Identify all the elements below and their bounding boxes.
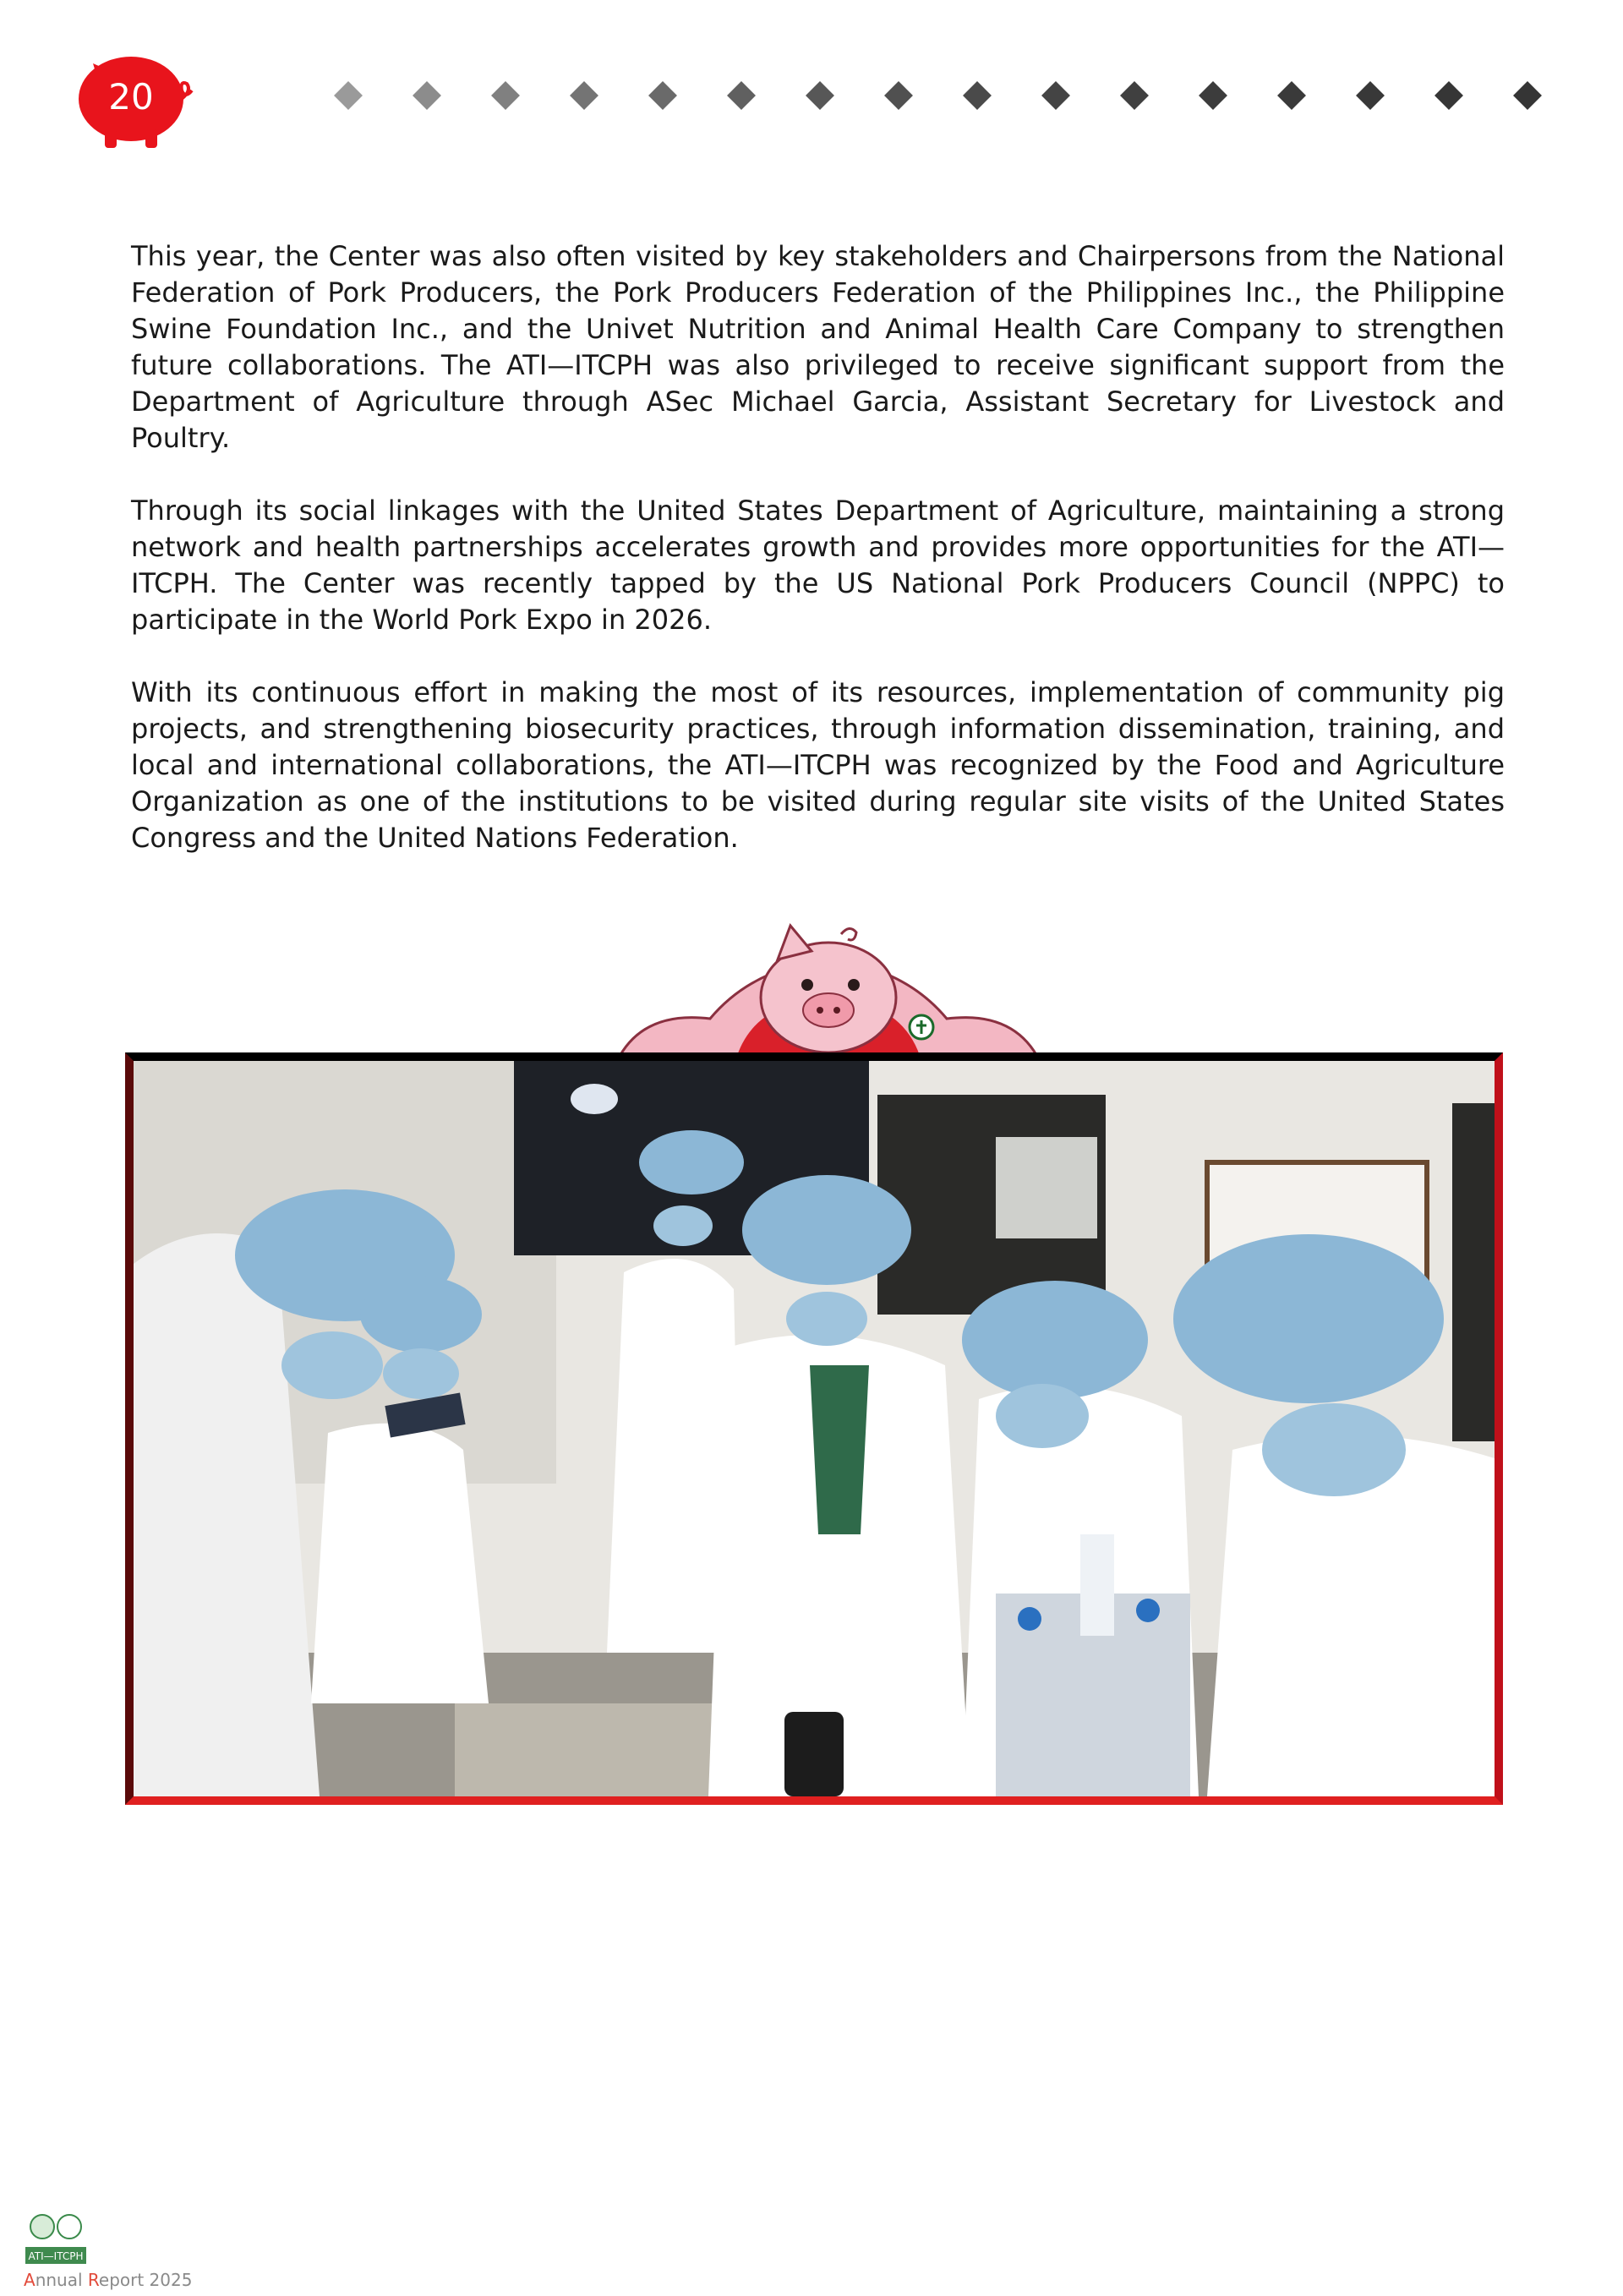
diamond-icon bbox=[1041, 81, 1070, 110]
footer-annual-report bbox=[24, 2270, 192, 2290]
logo-text: ATI—ITCPH bbox=[28, 2250, 84, 2262]
diamond-icon bbox=[648, 81, 677, 110]
lab-training-photo-illustration bbox=[134, 1061, 1495, 1796]
diamond-icon bbox=[491, 81, 520, 110]
body-text bbox=[131, 238, 1505, 893]
footer-text-mid: nnual bbox=[35, 2270, 88, 2290]
diamond-icon bbox=[806, 81, 834, 110]
diamond-icon bbox=[1513, 81, 1542, 110]
paragraph-1: This year, the Center was also often visited by key stakeholders and Chairpersons from the National Federation of Pork Producers, the Pork Producers Federation of the Philippines Inc., the Philippine Swine Foundation Inc., and the Univet Nutrition and Animal Health Care Company to strengthen future collaborations. The ATI—ITCPH was also privileged to receive significant support from the Department of Agriculture through ASec Michael Garcia, Assistant Secretary for Livestock and Poultry. bbox=[131, 240, 1505, 454]
diamond-icon bbox=[963, 81, 992, 110]
diamond-icon bbox=[1277, 81, 1306, 110]
group-photo bbox=[125, 1052, 1503, 1805]
paragraph-3: With its continuous effort in making the most of its resources, implementation of community pig projects, and strengthening biosecurity practices, through information dissemination, training, and local and international collaborations, the ATI—ITCPH was recognized by the Food and Agriculture Organization as one of the institutions to be visited during regular site visits of the United States Congress and the United Nations Federation. bbox=[131, 676, 1505, 854]
page-number: 20 bbox=[108, 76, 154, 118]
diamond-icon bbox=[1434, 81, 1463, 110]
diamond-icon bbox=[1120, 81, 1149, 110]
diamond-icon bbox=[1199, 81, 1227, 110]
ati-itcph-logo bbox=[24, 2213, 88, 2266]
diamond-icon bbox=[413, 81, 441, 110]
diamond-icon bbox=[884, 81, 913, 110]
paragraph-2: Through its social linkages with the United States Department of Agriculture, maintaining a strong network and health partnerships accelerates growth and provides more opportunities for the ATI—ITCPH. The Center was recently tapped by the US National Pork Producers Council (NPPC) to participate in the World Pork Expo in 2026. bbox=[131, 495, 1505, 636]
footer-letter-a: A bbox=[24, 2270, 36, 2290]
footer-letter-r: R bbox=[87, 2270, 99, 2290]
diamond-icon bbox=[1356, 81, 1385, 110]
pig-mascot-illustration bbox=[609, 917, 1048, 1061]
diamond-icon bbox=[570, 81, 598, 110]
diamond-icon bbox=[334, 81, 363, 110]
diamond-icon bbox=[727, 81, 756, 110]
footer-text-rest: eport 2025 bbox=[98, 2270, 193, 2290]
decorative-diamond-row bbox=[338, 80, 1572, 114]
